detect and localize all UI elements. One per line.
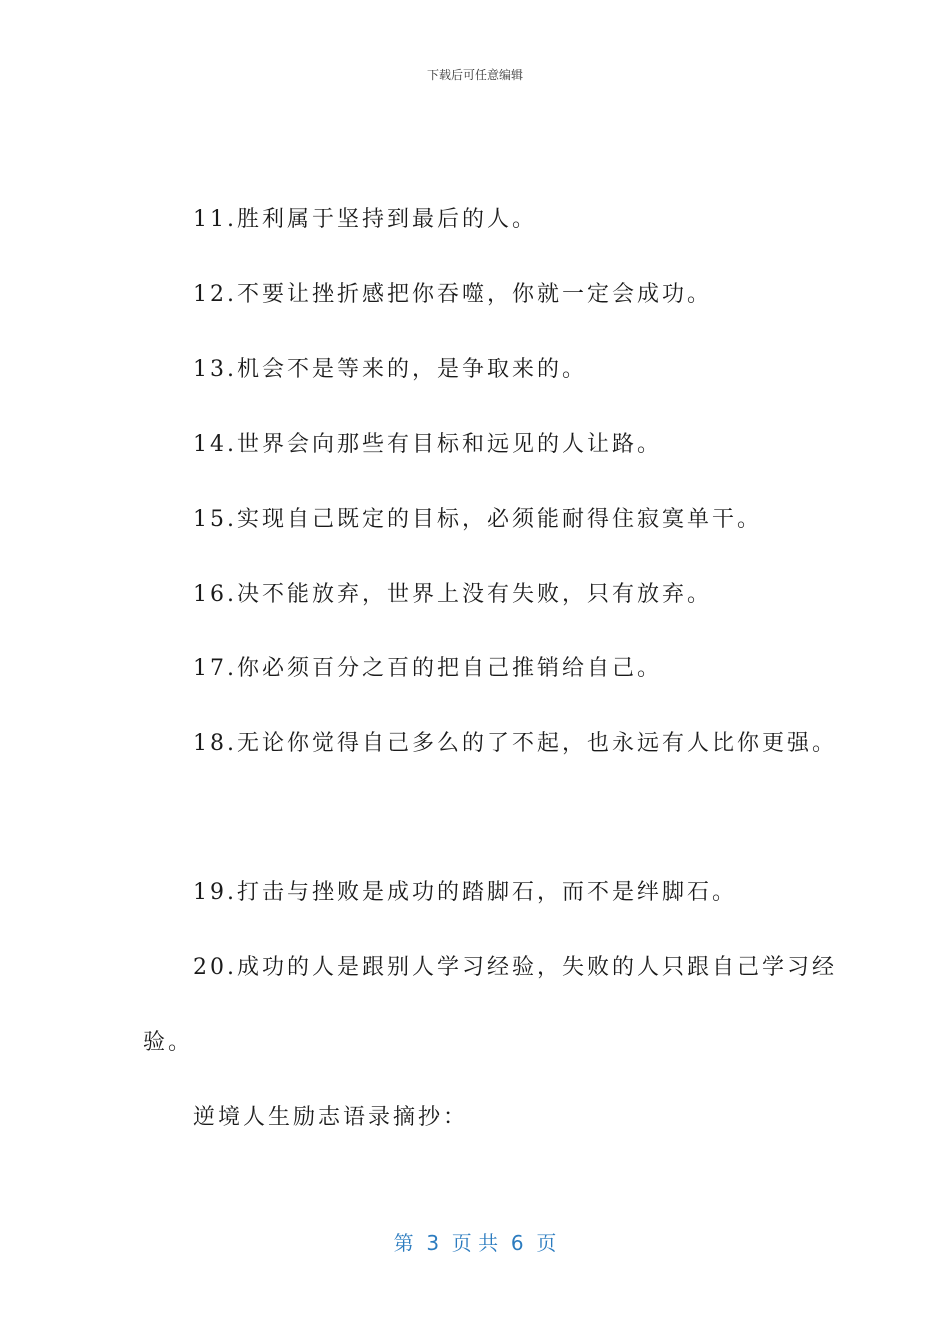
quote-item-16: 16.决不能放弃，世界上没有失败，只有放弃。 [193, 582, 712, 607]
quote-item-14: 14.世界会向那些有目标和远见的人让路。 [193, 432, 662, 457]
section-heading: 逆境人生励志语录摘抄： [193, 1105, 469, 1130]
quote-item-18: 18.无论你觉得自己多么的了不起，也永远有人比你更强。 [193, 731, 837, 756]
quote-item-20: 20.成功的人是跟别人学习经验，失败的人只跟自己学习经 [193, 955, 837, 980]
quote-item-13: 13.机会不是等来的，是争取来的。 [193, 357, 587, 382]
quote-item-20-continued: 验。 [143, 1030, 194, 1055]
quote-item-11: 11.胜利属于坚持到最后的人。 [193, 207, 537, 232]
quote-item-17: 17.你必须百分之百的把自己推销给自己。 [193, 656, 662, 681]
quote-item-12: 12.不要让挫折感把你吞噬，你就一定会成功。 [193, 282, 712, 307]
quote-item-19: 19.打击与挫败是成功的踏脚石，而不是绊脚石。 [193, 880, 737, 905]
quote-item-15: 15.实现自己既定的目标，必须能耐得住寂寞单干。 [193, 507, 762, 532]
page-header-note: 下载后可任意编辑 [426, 68, 523, 82]
page-number-footer: 第 3 页 共 6 页 [393, 1231, 557, 1255]
